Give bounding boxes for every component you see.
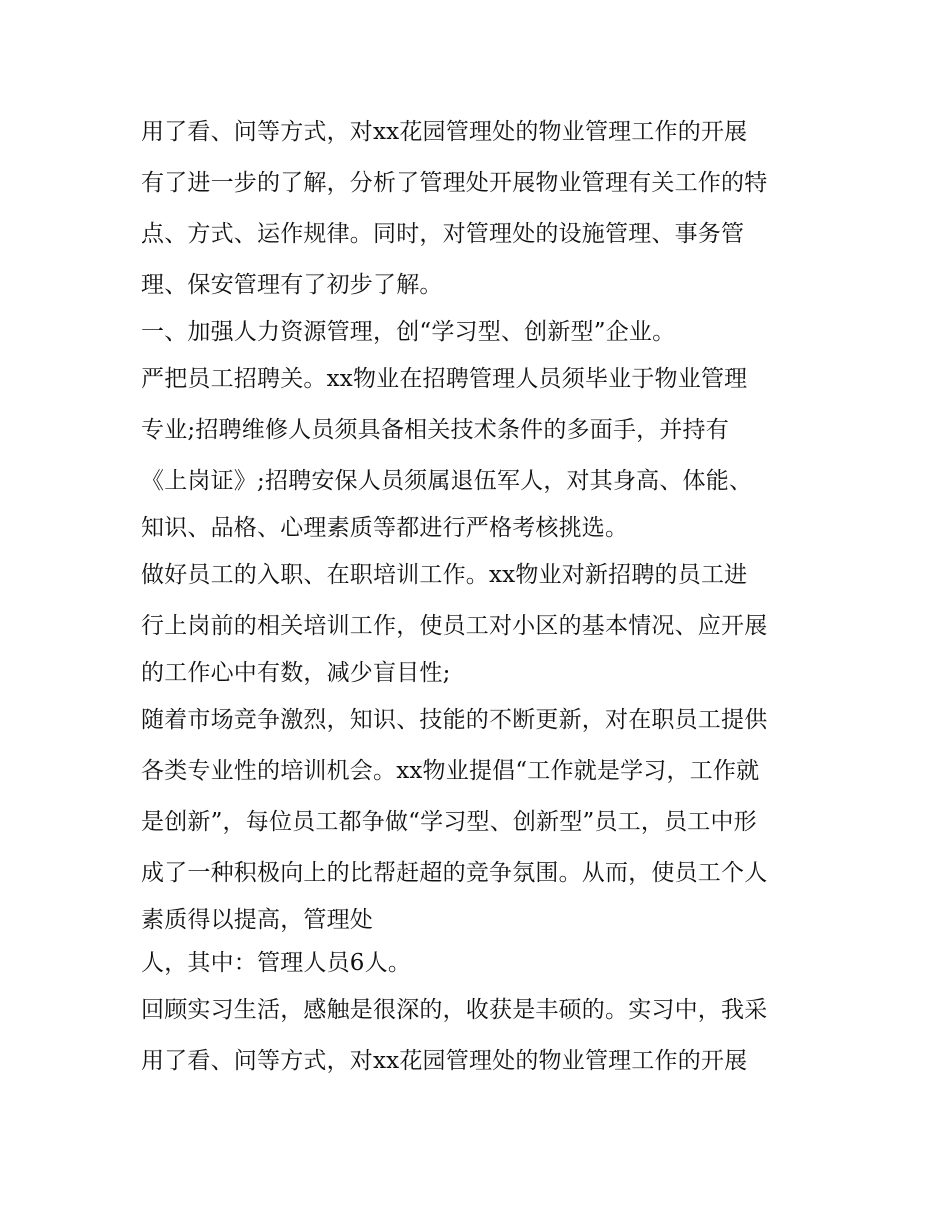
text-line: 《上岗证》;招聘安保人员须属退伍军人，对其身高、体能、 (141, 468, 753, 494)
text-line: 知识、品格、心理素质等都进行严格考核挑选。 (141, 515, 629, 541)
body-text (141, 107, 821, 1087)
text-line: 点、方式、运作规律。同时，对管理处的设施管理、事务管 (141, 221, 745, 247)
text-line: 人，其中：管理人员6人。 (141, 950, 412, 976)
text-line: 专业;招聘维修人员须具备相关技术条件的多面手，并持有 (141, 417, 729, 443)
text-line: 行上岗前的相关培训工作，使员工对小区的基本情况、应开展 (141, 613, 768, 639)
text-line: 回顾实习生活，感触是很深的，收获是丰硕的。实习中，我采 (141, 997, 768, 1023)
section-heading: 一、加强人力资源管理，创“学习型、创新型”企业。 (141, 319, 676, 345)
text-line: 用了看、问等方式，对xx花园管理处的物业管理工作的开展 (141, 1048, 748, 1074)
text-line: 素质得以提高，管理处 (141, 907, 373, 933)
text-line: 有了进一步的了解，分析了管理处开展物业管理有关工作的特 (141, 170, 768, 196)
text-line: 理、保安管理有了初步了解。 (141, 272, 443, 298)
text-line: 做好员工的入职、在职培训工作。xx物业对新招聘的员工进 (141, 562, 748, 588)
text-line: 的工作心中有数，减少盲目性; (141, 660, 451, 686)
text-line: 用了看、问等方式，对xx花园管理处的物业管理工作的开展 (141, 119, 748, 145)
text-line: 严把员工招聘关。xx物业在招聘管理人员须毕业于物业管理 (141, 366, 748, 392)
text-line: 成了一种积极向上的比帮赶超的竞争氛围。从而，使员工个人 (141, 860, 768, 886)
text-line: 随着市场竞争激烈，知识、技能的不断更新，对在职员工提供 (141, 707, 768, 733)
text-line: 各类专业性的培训机会。xx物业提倡“工作就是学习，工作就 (141, 758, 760, 784)
text-line: 是创新”，每位员工都争做“学习型、创新型”员工，员工中形 (141, 809, 757, 835)
